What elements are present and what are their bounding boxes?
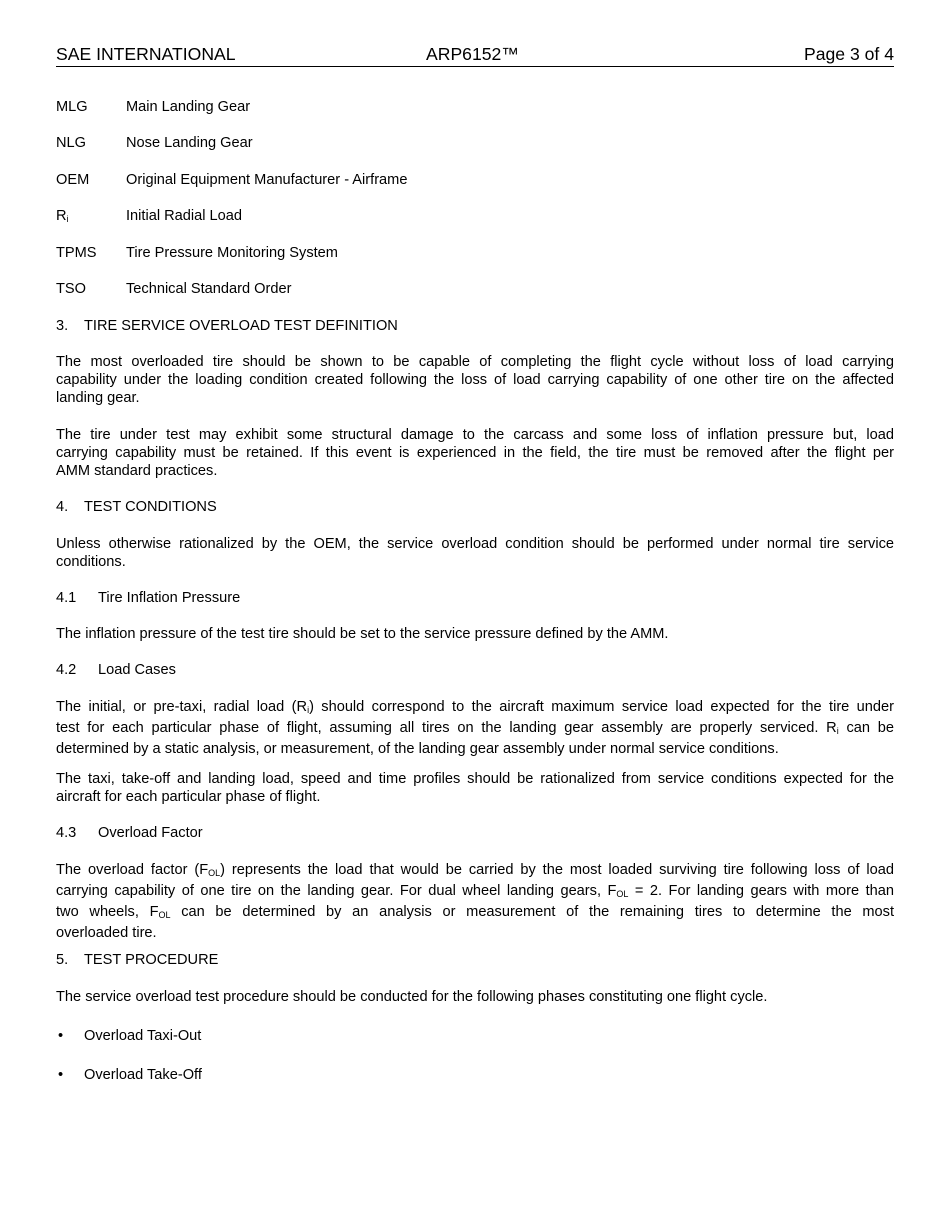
paragraph: The initial, or pre-taxi, radial load (Ri) should correspond to the aircraft maximum service load expected for the tire under test for each particular phase of flight, assuming all tires on the landing gear assembly are properly serviced. Ri can be determined by a static analysis, or measurement, of the landing gear assembly under normal service conditions. [56,699,894,757]
abbreviation-term: TSO [56,281,86,297]
subscript: i [66,214,69,224]
subsection-title: Tire Inflation Pressure [98,590,241,606]
header-page-number: Page 3 of 4 [804,44,894,64]
header-organization: SAE INTERNATIONAL [56,44,236,64]
subsection-heading [56,824,203,842]
abbreviation-definition: Main Landing Gear [126,99,251,115]
header-document-number: ARP6152™ [426,44,519,64]
paragraph: The most overloaded tire should be shown to be capable of completing the flight cycle without loss of load carrying capability under the loading condition created following the loss of load carrying capability of one other tire on the affected landing gear. [56,354,894,406]
subsection-title: Load Cases [98,662,176,678]
paragraph: The tire under test may exhibit some structural damage to the carcass and some loss of inflation pressure but, load carrying capability must be retained. If this event is experienced in the field, the tire must be removed after the flight per AMM standard practices. [56,427,894,479]
subsection-title: Overload Factor [98,825,203,841]
page-header [56,44,894,67]
paragraph: The taxi, take-off and landing load, speed and time profiles should be rationalized from service conditions expected for the aircraft for each particular phase of flight. [56,771,894,805]
abbreviation-definition: Initial Radial Load [126,208,243,224]
subsection-heading [56,661,176,679]
paragraph: The overload factor (FOL) represents the load that would be carried by the most loaded surviving tire following loss of load carrying capability of one tire on the landing gear. For dual wheel landing gears, FOL = 2. For landing gears with more than two wheels, FOL can be determined by an analysis or measurement of the remaining tires to determine the most overloaded tire. [56,862,895,941]
bullet-icon: • [58,1067,64,1083]
bullet-text: Overload Taxi-Out [84,1028,202,1044]
section-number: 5. [56,952,69,968]
paragraph: The service overload test procedure should be conducted for the following phases constituting one flight cycle. [56,989,768,1005]
section-heading [56,951,218,969]
section-title: TIRE SERVICE OVERLOAD TEST DEFINITION [84,318,398,334]
subsection-heading [56,589,240,607]
abbreviation-definition: Tire Pressure Monitoring System [126,245,338,261]
abbreviation-definition: Nose Landing Gear [126,135,253,151]
paragraph: The inflation pressure of the test tire should be set to the service pressure defined by the AMM. [56,626,669,642]
bullet-text: Overload Take-Off [84,1067,202,1083]
subsection-number: 4.2 [56,662,77,678]
abbreviation-term: NLG [56,135,87,151]
abbreviation-term: MLG [56,99,88,115]
section-number: 3. [56,318,69,334]
abbreviation-term: TPMS [56,245,97,261]
abbreviation-definition: Original Equipment Manufacturer - Airframe [126,172,408,188]
section-title: TEST PROCEDURE [84,952,219,968]
section-heading [56,498,217,516]
subsection-number: 4.3 [56,825,77,841]
subsection-number: 4.1 [56,590,77,606]
paragraph: Unless otherwise rationalized by the OEM, the service overload condition should be performed under normal tire service conditions. [56,536,894,570]
bullet-icon: • [58,1028,64,1044]
abbreviation-definition: Technical Standard Order [126,281,292,297]
abbreviation-term: Ri [56,208,69,224]
section-heading [56,317,398,335]
section-title: TEST CONDITIONS [84,499,217,515]
abbreviation-term: OEM [56,172,90,188]
section-number: 4. [56,499,69,515]
